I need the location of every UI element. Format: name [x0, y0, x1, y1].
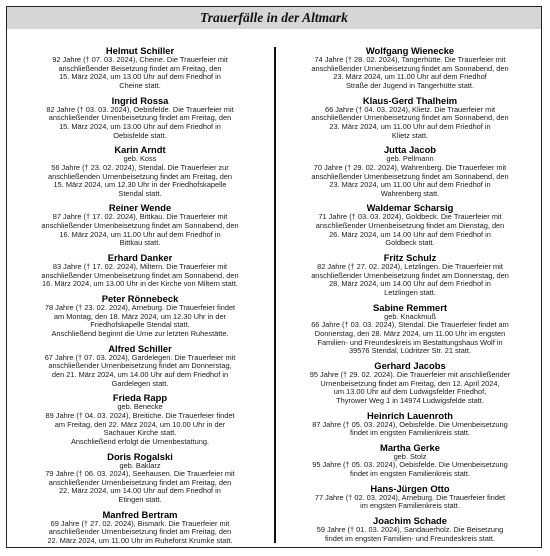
deceased-name: Manfred Bertram — [102, 508, 178, 520]
deceased-name: Doris Rogalski — [107, 450, 173, 462]
obituary-text: 79 Jahre († 06. 03. 2024), Seehausen. Die Trauerfeier mit anschließender Urnenbeisetzung findet am Freitag, den 22. März 2024, um 14.00 Uhr auf dem Friedhof in Etingen statt. — [45, 469, 235, 505]
obituary-text: 95 Jahre († 29. 02. 2024). Die Trauerfeier mit anschließender Urnenbeisetzung findet am Freitag, den 12. April 2024, um 13.00 Uhr auf dem Ludwigsfelder Friedhof, Thyrower Weg 1 in 14974 Ludwigsfelde statt. — [309, 369, 511, 405]
maiden-name: geb. Benecke — [117, 402, 163, 412]
obituary-entry — [281, 483, 539, 511]
obituary-entry — [11, 451, 269, 505]
obituary-text: 66 Jahre († 04. 03. 2024), Klietz. Die Trauerfeier mit anschließender Urnenbeisetzung findet am Sonnabend, den 23. März 2024, um 11.00 Uhr auf dem Friedhof in Klietz statt. — [311, 104, 509, 140]
obituary-text: 70 Jahre († 29. 02. 2024), Wahrenberg. Die Trauerfeier mit anschließender Urnenbeisetzung findet am Sonnabend, den 23. März 2024, um 11.00 Uhr auf dem Friedhof in Wahrenberg statt. — [311, 162, 509, 198]
deceased-name: Reiner Wende — [108, 202, 172, 214]
obituary-entry — [11, 45, 269, 91]
obituary-entry — [11, 343, 269, 389]
deceased-name: Erhard Danker — [107, 252, 173, 264]
obituary-entry — [281, 45, 539, 91]
obituary-text: 87 Jahre († 05. 03. 2024), Oebisfelde. Die Urnenbeisetzung findet im engsten Familienkreis statt. — [312, 419, 508, 438]
deceased-name: Ingrid Rossa — [111, 94, 169, 106]
right-column — [281, 45, 539, 547]
left-column — [11, 45, 269, 548]
obituary-entry — [11, 293, 269, 339]
obituary-text: 87 Jahre († 17. 02. 2024), Bittkau. Die Trauerfeier mit anschließender Urnenbeisetzung findet am Sonnabend, den 16. März 2024, um 11.00 Uhr auf dem Friedhof in Bittkau statt. — [41, 212, 239, 248]
deceased-name: Karin Arndt — [114, 144, 166, 156]
obituary-entry — [11, 202, 269, 248]
maiden-name: geb. Pellmann — [386, 154, 434, 164]
deceased-name: Peter Rönnebeck — [101, 293, 179, 305]
deceased-name: Fritz Schulz — [383, 252, 437, 264]
deceased-name: Klaus-Gerd Thalheim — [362, 94, 458, 106]
deceased-name: Heinrich Lauenroth — [367, 409, 453, 421]
deceased-name: Wolfgang Wienecke — [365, 45, 455, 56]
deceased-name: Hans-Jürgen Otto — [370, 482, 450, 494]
maiden-name: geb. Knackmuß — [384, 311, 436, 321]
obituary-entry — [281, 95, 539, 141]
deceased-name: Joachim Schade — [373, 515, 447, 527]
obituary-entry — [281, 252, 539, 298]
obituary-entry — [11, 144, 269, 198]
obituary-entry — [11, 252, 269, 289]
obituary-text: 67 Jahre († 07. 03. 2024), Gardelegen. Die Trauerfeier mit anschließender Urnenbeisetzung findet am Donnerstag, den 21. März 2024, um 14.00 Uhr auf dem Friedhof in Gardelegen statt. — [44, 352, 236, 388]
maiden-name: geb. Stolz — [393, 451, 427, 461]
obituary-text: 77 Jahre († 02. 03. 2024), Arneburg. Die Trauerfeier findet im engsten Familienkreis statt. — [314, 492, 506, 511]
obituary-text: 74 Jahre († 28. 02. 2024), Tangerhütte. Die Trauerfeier mit anschließender Urnenbeisetzung findet am Sonnabend, den 23. März 2024, um 11.00 Uhr auf dem Friedhof Straße der Jugend in Tangerhütte statt. — [311, 55, 509, 90]
deceased-name: Gerhard Jacobs — [374, 359, 446, 371]
obituary-entry — [281, 202, 539, 248]
obituary-text: 78 Jahre († 23. 02. 2024), Arneburg. Die Trauerfeier findet am Montag, den 18. März 2024, um 12.30 Uhr in der Friedhofskapelle Stendal statt. Anschließend beginnt die Urne zur letzten Ruhestätte. — [44, 303, 236, 339]
deceased-name: Waldemar Scharsig — [366, 202, 454, 214]
column-divider — [274, 47, 276, 543]
obituary-text: 69 Jahre († 27. 02. 2024), Bismark. Die Trauerfeier mit anschließender Urnenbeisetzung findet am Freitag, den 22. März 2024, um 11.00 Uhr im Ruheforst Krumke statt. — [47, 518, 233, 546]
deceased-name: Jutta Jacob — [383, 144, 437, 156]
obituary-entry — [281, 302, 539, 356]
page-title: Trauerfälle in der Altmark — [200, 10, 348, 25]
obituary-text: 83 Jahre († 17. 02. 2024), Miltern. Die Trauerfeier mit anschließender Urnenbeisetzung findet am Sonnabend, den 16. März 2024, um 13.00 Uhr in der Kirche von Miltern statt. — [41, 262, 239, 289]
obituary-entry — [11, 392, 269, 446]
maiden-name: geb. Koss — [123, 154, 157, 164]
obituary-text: 89 Jahre († 04. 03. 2024), Breitiche. Die Trauerfeier findet am Freitag, den 22. März 2024, um 10.00 Uhr in der Sachauer Kirche statt. Anschließend erfolgt die Urnenbestattung. — [45, 410, 235, 446]
deceased-name: Alfred Schiller — [108, 342, 172, 354]
obituary-entry — [281, 144, 539, 198]
deceased-name: Helmut Schiller — [105, 45, 175, 56]
obituary-entry — [281, 410, 539, 438]
obituary-text: 95 Jahre († 05. 03. 2024), Oebisfelde. Die Urnenbeisetzung findet im engsten Familienkreis statt. — [312, 460, 508, 479]
obituary-text: 82 Jahre († 03. 03. 2024), Oebisfelde. Die Trauerfeier mit anschließender Urnenbeisetzung findet am Freitag, den 15. März 2024, um 13.00 Uhr auf dem Friedhof in Oebisfelde statt. — [46, 104, 234, 140]
title-bar — [7, 7, 541, 29]
deceased-name: Martha Gerke — [380, 441, 440, 453]
obituary-entry — [281, 360, 539, 406]
obituary-text: 71 Jahre († 03. 03. 2024), Goldbeck. Die Trauerfeier mit anschließender Urnenbeisetzung findet am Dienstag, den 26. März 2024, um 14.00 Uhr auf dem Friedhof in Goldbeck statt. — [315, 212, 505, 248]
obituary-entry — [281, 442, 539, 479]
obituary-text: 92 Jahre († 07. 03. 2024), Cheine. Die Trauerfeier mit anschließender Beisetzung findet am Freitag, den 15. März 2024, um 13.00 Uhr auf dem Friedhof in Cheine statt. — [52, 55, 228, 90]
maiden-name: geb. Baklarz — [119, 460, 161, 470]
deceased-name: Sabine Remmert — [373, 301, 447, 313]
obituary-text: 82 Jahre († 27. 02. 2024), Letzlingen. Die Trauerfeier mit anschließender Urnenbeisetzung findet am Donnerstag, den 28. März 2024, um 14.00 Uhr auf dem Friedhof in Letzlingen statt. — [311, 262, 509, 298]
obituary-text: 56 Jahre († 23. 02. 2024), Stendal. Die Trauerfeier zur anschließenden Urnenbeisetzung findet am Freitag, den 15. März 2024, um 12.30 Uhr in der Friedhofskapelle Stendal statt. — [47, 162, 233, 198]
obituary-panel — [6, 6, 542, 548]
obituary-entry — [11, 95, 269, 141]
deceased-name: Frieda Rapp — [112, 392, 168, 404]
obituary-text: 59 Jahre († 01. 03. 2024), Sandauerholz. Die Beisetzung findet im engsten Familien- und Freundeskreis statt. — [316, 525, 504, 543]
obituary-entry — [11, 509, 269, 546]
obituary-text: 66 Jahre († 03. 03. 2024), Stendal. Die Trauerfeier findet am Donnerstag, den 28. März 2024, um 11.00 Uhr im engsten Familien- und Freundeskreis im Bestattungshaus Wolf in 39576 Stendal, Lüdritzer Str. 21 statt. — [311, 320, 509, 356]
obituary-entry — [281, 515, 539, 543]
